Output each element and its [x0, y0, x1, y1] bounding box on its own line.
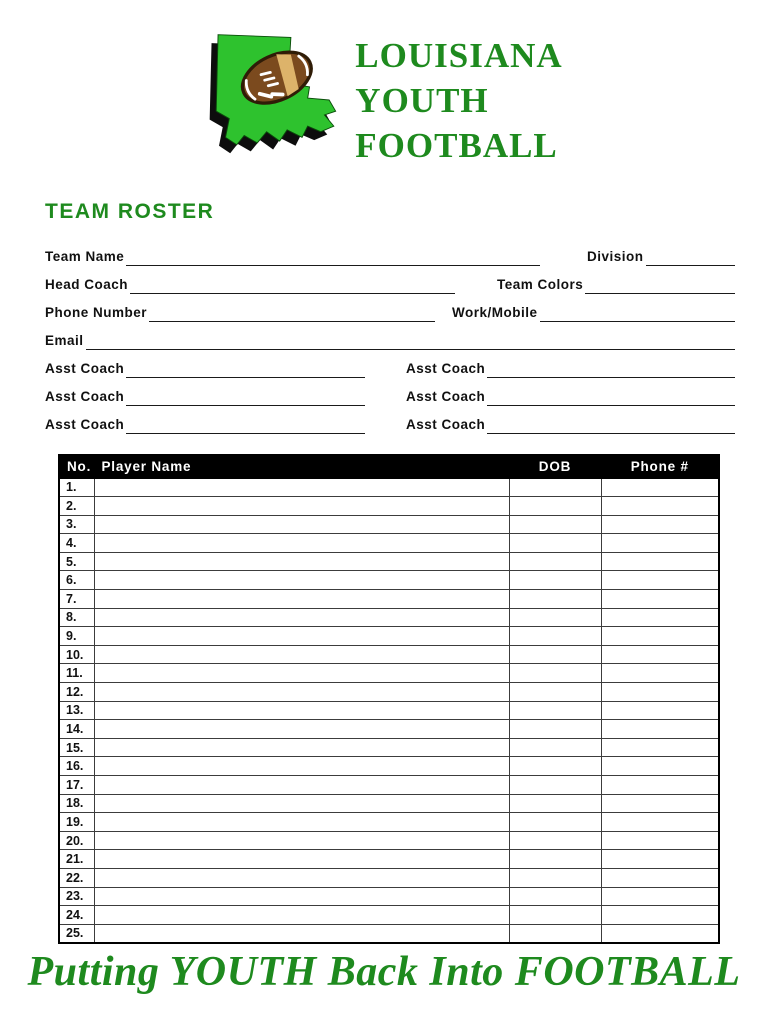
- dob-cell: [509, 590, 601, 609]
- head-coach-label: Head Coach: [45, 277, 129, 292]
- row-number-cell: 22.: [59, 868, 94, 887]
- dob-cell: [509, 515, 601, 534]
- logo-wordmark: [355, 33, 562, 168]
- player-name-cell: [94, 608, 509, 627]
- player-name-cell: [94, 831, 509, 850]
- roster-body: [59, 478, 719, 943]
- logo-line-youth: YOUTH: [355, 80, 489, 120]
- division-label: Division: [587, 249, 644, 264]
- player-name-cell: [94, 794, 509, 813]
- form-row-asst-coach-1: [45, 360, 735, 378]
- team-info-form: [45, 248, 735, 434]
- asst-coach-field: [126, 360, 365, 378]
- player-name-cell: [94, 776, 509, 795]
- asst-coach-field: [487, 360, 735, 378]
- team-colors-field: [585, 276, 735, 294]
- phone-cell: [601, 515, 719, 534]
- table-row: [59, 571, 719, 590]
- col-header-phone: Phone #: [601, 455, 719, 478]
- phone-cell: [601, 552, 719, 571]
- dob-cell: [509, 720, 601, 739]
- phone-cell: [601, 850, 719, 869]
- phone-cell: [601, 757, 719, 776]
- dob-cell: [509, 831, 601, 850]
- player-name-cell: [94, 497, 509, 516]
- player-name-cell: [94, 552, 509, 571]
- row-number-cell: 23.: [59, 887, 94, 906]
- table-row: [59, 720, 719, 739]
- col-header-dob: DOB: [509, 455, 601, 478]
- row-number-cell: 19.: [59, 813, 94, 832]
- dob-cell: [509, 552, 601, 571]
- phone-cell: [601, 683, 719, 702]
- dob-cell: [509, 794, 601, 813]
- col-header-player-name: Player Name: [94, 455, 509, 478]
- work-mobile-label: Work/Mobile: [452, 305, 538, 320]
- table-row: [59, 738, 719, 757]
- row-number-cell: 11.: [59, 664, 94, 683]
- dob-cell: [509, 738, 601, 757]
- table-row: [59, 757, 719, 776]
- phone-cell: [601, 608, 719, 627]
- asst-coach-field: [126, 416, 365, 434]
- logo-line-louisiana: LOUISIANA: [355, 35, 563, 75]
- louisiana-state-football-icon: [205, 24, 345, 176]
- table-row: [59, 552, 719, 571]
- form-row-asst-coach-2: [45, 388, 735, 406]
- dob-cell: [509, 627, 601, 646]
- email-label: Email: [45, 333, 84, 348]
- head-coach-field: [130, 276, 455, 294]
- asst-coach-label: Asst Coach: [406, 417, 486, 432]
- dob-cell: [509, 757, 601, 776]
- asst-coach-field: [126, 388, 365, 406]
- asst-coach-field: [487, 388, 735, 406]
- table-row: [59, 478, 719, 497]
- division-field: [646, 248, 735, 266]
- dob-cell: [509, 887, 601, 906]
- player-name-cell: [94, 906, 509, 925]
- phone-cell: [601, 868, 719, 887]
- table-row: [59, 645, 719, 664]
- player-name-cell: [94, 738, 509, 757]
- dob-cell: [509, 776, 601, 795]
- player-name-cell: [94, 924, 509, 943]
- phone-cell: [601, 664, 719, 683]
- form-row-team-name: [45, 248, 735, 266]
- table-row: [59, 683, 719, 702]
- email-field: [86, 332, 735, 350]
- asst-coach-label: Asst Coach: [45, 389, 125, 404]
- player-name-cell: [94, 887, 509, 906]
- player-name-cell: [94, 868, 509, 887]
- asst-coach-label: Asst Coach: [406, 389, 486, 404]
- row-number-cell: 12.: [59, 683, 94, 702]
- asst-coach-label: Asst Coach: [45, 361, 125, 376]
- louisiana-state-icon: [205, 24, 345, 176]
- row-number-cell: 3.: [59, 515, 94, 534]
- dob-cell: [509, 701, 601, 720]
- dob-cell: [509, 571, 601, 590]
- phone-cell: [601, 720, 719, 739]
- row-number-cell: 16.: [59, 757, 94, 776]
- dob-cell: [509, 924, 601, 943]
- dob-cell: [509, 850, 601, 869]
- phone-cell: [601, 645, 719, 664]
- form-row-head-coach: [45, 276, 735, 294]
- dob-cell: [509, 868, 601, 887]
- dob-cell: [509, 534, 601, 553]
- dob-cell: [509, 683, 601, 702]
- phone-cell: [601, 701, 719, 720]
- phone-cell: [601, 534, 719, 553]
- row-number-cell: 1.: [59, 478, 94, 497]
- dob-cell: [509, 813, 601, 832]
- table-row: [59, 608, 719, 627]
- player-name-cell: [94, 627, 509, 646]
- row-number-cell: 24.: [59, 906, 94, 925]
- team-name-field: [126, 248, 540, 266]
- row-number-cell: 15.: [59, 738, 94, 757]
- row-number-cell: 10.: [59, 645, 94, 664]
- table-row: [59, 887, 719, 906]
- phone-cell: [601, 794, 719, 813]
- logo: [205, 24, 562, 176]
- form-row-asst-coach-3: [45, 416, 735, 434]
- phone-cell: [601, 924, 719, 943]
- player-name-cell: [94, 645, 509, 664]
- asst-coach-label: Asst Coach: [45, 417, 125, 432]
- row-number-cell: 2.: [59, 497, 94, 516]
- phone-cell: [601, 776, 719, 795]
- player-name-cell: [94, 701, 509, 720]
- row-number-cell: 13.: [59, 701, 94, 720]
- roster-table: [58, 454, 720, 944]
- row-number-cell: 6.: [59, 571, 94, 590]
- phone-cell: [601, 571, 719, 590]
- row-number-cell: 21.: [59, 850, 94, 869]
- row-number-cell: 4.: [59, 534, 94, 553]
- form-row-email: [45, 332, 735, 350]
- row-number-cell: 14.: [59, 720, 94, 739]
- row-number-cell: 8.: [59, 608, 94, 627]
- work-mobile-field: [540, 304, 735, 322]
- asst-coach-label: Asst Coach: [406, 361, 486, 376]
- team-colors-label: Team Colors: [497, 277, 584, 292]
- table-row: [59, 534, 719, 553]
- table-row: [59, 813, 719, 832]
- dob-cell: [509, 478, 601, 497]
- phone-cell: [601, 590, 719, 609]
- phone-cell: [601, 738, 719, 757]
- row-number-cell: 5.: [59, 552, 94, 571]
- page-title: TEAM ROSTER: [45, 200, 215, 223]
- row-number-cell: 20.: [59, 831, 94, 850]
- table-row: [59, 590, 719, 609]
- table-row: [59, 701, 719, 720]
- phone-cell: [601, 497, 719, 516]
- table-row: [59, 776, 719, 795]
- phone-cell: [601, 478, 719, 497]
- player-name-cell: [94, 571, 509, 590]
- row-number-cell: 17.: [59, 776, 94, 795]
- player-name-cell: [94, 683, 509, 702]
- table-row: [59, 924, 719, 943]
- form-row-phone: [45, 304, 735, 322]
- asst-coach-field: [487, 416, 735, 434]
- phone-number-field: [149, 304, 435, 322]
- table-row: [59, 515, 719, 534]
- dob-cell: [509, 497, 601, 516]
- col-header-no: No.: [59, 455, 94, 478]
- row-number-cell: 7.: [59, 590, 94, 609]
- logo-line-football: FOOTBALL: [355, 125, 558, 165]
- table-row: [59, 831, 719, 850]
- phone-cell: [601, 831, 719, 850]
- phone-cell: [601, 813, 719, 832]
- table-row: [59, 850, 719, 869]
- player-name-cell: [94, 590, 509, 609]
- dob-cell: [509, 608, 601, 627]
- row-number-cell: 9.: [59, 627, 94, 646]
- table-row: [59, 794, 719, 813]
- player-name-cell: [94, 813, 509, 832]
- player-name-cell: [94, 720, 509, 739]
- table-row: [59, 868, 719, 887]
- player-name-cell: [94, 515, 509, 534]
- phone-cell: [601, 627, 719, 646]
- table-row: [59, 906, 719, 925]
- phone-number-label: Phone Number: [45, 305, 148, 320]
- row-number-cell: 25.: [59, 924, 94, 943]
- dob-cell: [509, 645, 601, 664]
- dob-cell: [509, 906, 601, 925]
- row-number-cell: 18.: [59, 794, 94, 813]
- dob-cell: [509, 664, 601, 683]
- phone-cell: [601, 906, 719, 925]
- player-name-cell: [94, 850, 509, 869]
- table-row: [59, 627, 719, 646]
- player-name-cell: [94, 478, 509, 497]
- table-row: [59, 497, 719, 516]
- footer-slogan: Putting YOUTH Back Into FOOTBALL: [27, 948, 741, 995]
- player-name-cell: [94, 534, 509, 553]
- table-header-row: [59, 455, 719, 478]
- player-name-cell: [94, 757, 509, 776]
- team-name-label: Team Name: [45, 249, 125, 264]
- table-row: [59, 664, 719, 683]
- phone-cell: [601, 887, 719, 906]
- player-name-cell: [94, 664, 509, 683]
